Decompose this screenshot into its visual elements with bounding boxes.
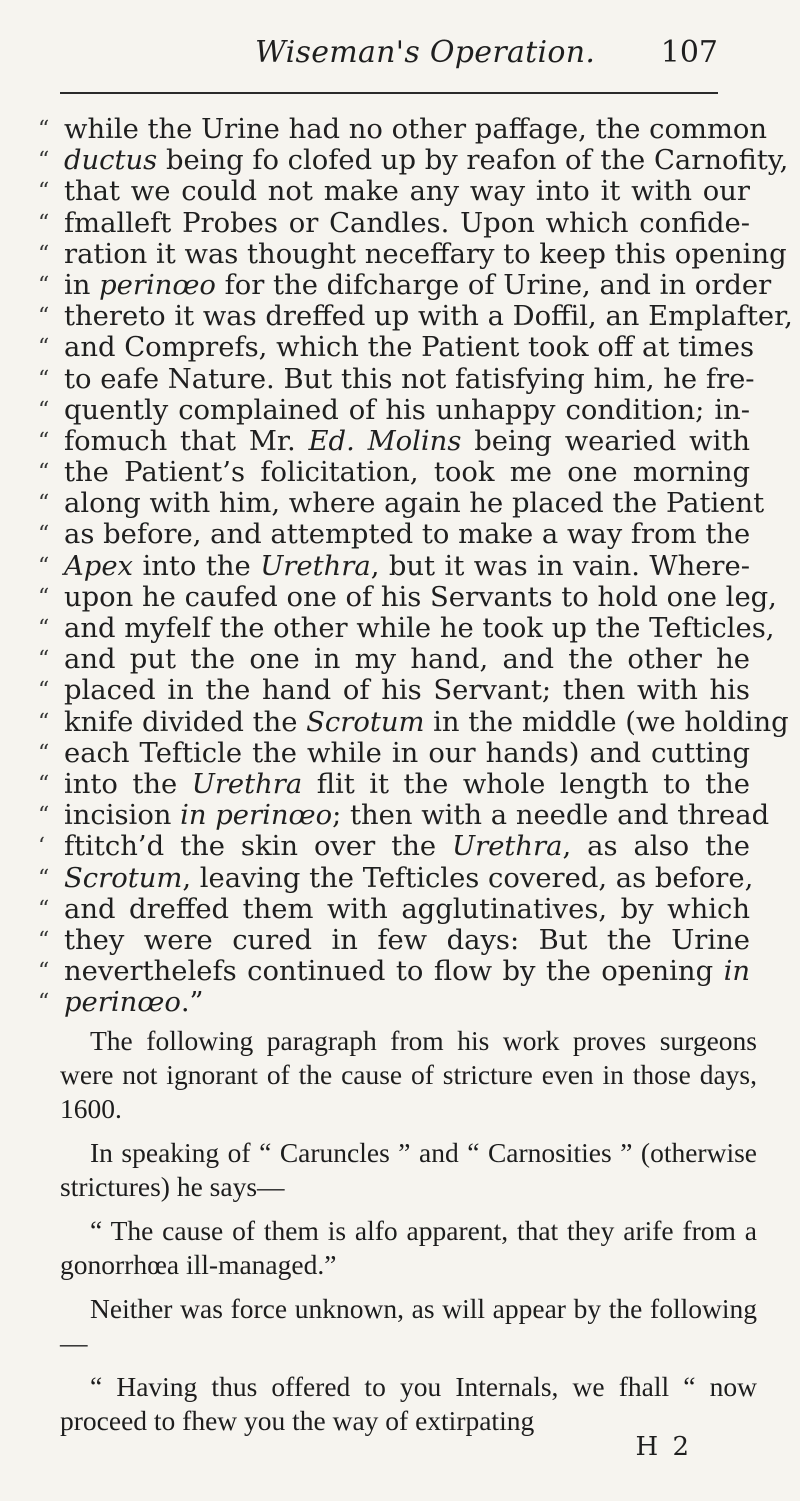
quote-line [38, 956, 750, 987]
quote-line [38, 613, 775, 644]
quote-line-text: fomuch that Mr. Ed. Molins being wearied with [64, 425, 750, 457]
quote-mark: “ [38, 304, 50, 330]
quote-line-text: quently complained of his unhappy condition; in- [64, 394, 750, 426]
quote-line [38, 269, 772, 301]
quote-line-text: perinœo.” [64, 987, 204, 1019]
quote-mark: “ [38, 148, 50, 174]
paragraph: In speaking of “ Caruncles ” and “ Carnosities ” (otherwise strictures) he says— [60, 1137, 757, 1202]
quoted-passage [38, 114, 793, 1019]
quote-mark: “ [38, 179, 50, 205]
quote-line [38, 238, 787, 270]
quote-line [38, 457, 750, 488]
quote-mark: “ [38, 896, 50, 922]
quote-line-text: while the Urine had no other paffage, the common [64, 114, 768, 145]
quote-line-text: placed in the hand of his Servant; then with his [64, 675, 750, 707]
quote-mark: “ [38, 460, 50, 486]
quote-line-text: each Tefticle the while in our hands) and cutting [64, 737, 750, 769]
quote-line [38, 675, 750, 706]
quote-mark: “ [38, 865, 50, 891]
quote-line-text: and put the one in my hand, and the other he [64, 644, 750, 676]
quote-line [38, 800, 770, 832]
quote-line [38, 831, 750, 862]
quote-line-text: and Comprefs, which the Patient took off at times [64, 332, 755, 364]
quote-line [38, 644, 750, 675]
quote-mark: “ [38, 491, 50, 517]
quote-line [38, 488, 765, 520]
page-header [60, 28, 730, 80]
paragraph: Neither was force unknown, as will appear by the following— [60, 1293, 757, 1358]
header-rule [60, 92, 718, 94]
quote-mark: “ [38, 678, 50, 704]
quote-line-text: as before, and attempted to make a way from the [64, 519, 751, 551]
quote-mark: “ [38, 990, 50, 1016]
quote-line-text: that we could not make any way into it with our [64, 176, 750, 208]
quote-line [38, 395, 750, 426]
quote-line [38, 114, 768, 145]
quote-line [38, 426, 750, 457]
quote-line [38, 363, 755, 395]
quote-line-text: upon he caufed one of his Servants to hold one leg, [64, 581, 777, 613]
quote-line-text: ductus being fo clofed up by reafon of the Carnofity, [64, 145, 789, 177]
quote-line-text: neverthelefs continued to flow by the opening in [64, 956, 750, 988]
quote-mark: “ [38, 771, 50, 797]
quote-line [38, 581, 777, 613]
quote-line-text: Apex into the Urethra, but it was in vain. Where- [64, 550, 750, 582]
quote-line-text: in perinœo for the difcharge of Urine, and in order [64, 269, 772, 301]
quote-line [38, 925, 750, 956]
quote-mark: “ [38, 366, 50, 392]
quote-line-text: incision in perinœo; then with a needle and thread [64, 800, 770, 832]
quote-line-text: the Patient’s folicitation, took me one morning [64, 457, 750, 489]
quote-line-text: and dreffed them with agglutinatives, by which [64, 893, 750, 925]
quote-line [38, 176, 750, 207]
quote-line-text: they were cured in few days: But the Urine [64, 924, 750, 956]
quote-mark: “ [38, 584, 50, 610]
quote-line [38, 145, 789, 177]
quote-mark: “ [38, 210, 50, 236]
quote-line-text: knife divided the Scrotum in the middle (we holding [64, 706, 789, 738]
quote-mark: “ [38, 959, 50, 985]
page-number: 107 [660, 35, 718, 70]
quote-line [38, 894, 750, 925]
quote-line [38, 551, 750, 582]
quote-mark: “ [38, 272, 50, 298]
quote-line-text: ration it was thought neceffary to keep this opening [64, 238, 787, 270]
quote-mark: “ [38, 397, 50, 423]
quoted-paragraph: “ The cause of them is alfo apparent, that they arife from a gonorrhœa ill-managed.” [60, 1215, 757, 1280]
quote-line [38, 738, 750, 769]
quote-line-text: thereto it was dreffed up with a Doffil, an Emplafter, [64, 301, 793, 333]
quote-mark: “ [38, 522, 50, 548]
signature-mark: H 2 [635, 1432, 692, 1462]
quote-mark: “ [38, 428, 50, 454]
quote-line [38, 706, 789, 738]
quote-line [38, 332, 755, 364]
quote-mark: “ [38, 647, 50, 673]
quote-mark: “ [38, 927, 50, 953]
quoted-paragraph: “ Having thus offered to you Internals, we fhall “ now proceed to fhew you the way of extirpating [60, 1371, 757, 1436]
quote-mark: “ [38, 241, 50, 267]
quote-line [38, 519, 750, 550]
quote-line [38, 769, 750, 800]
quote-mark: “ [38, 616, 50, 641]
quote-line-text: fmalleft Probes or Candles. Upon which confide- [64, 207, 750, 239]
quote-line-text: to eafe Nature. But this not fatisfying him, he fre- [64, 363, 755, 395]
quote-line-text: Scrotum, leaving the Tefticles covered, as before, [64, 862, 754, 894]
quote-line [38, 987, 750, 1018]
quote-line [38, 862, 754, 894]
quote-line-text: ftitch’d the skin over the Urethra, as also the [64, 831, 750, 863]
body-text [60, 1024, 757, 1448]
paragraph: The following paragraph from his work proves surgeons were not ignorant of the cause of stricture even in those days, 1600. [60, 1025, 757, 1124]
quote-line [38, 301, 793, 333]
quote-mark: “ [38, 335, 50, 361]
quote-mark: “ [38, 117, 50, 142]
running-head: Wiseman's Operation. [255, 35, 596, 70]
quote-line-text: into the Urethra flit it the whole length to the [64, 768, 751, 800]
quote-line-text: along with him, where again he placed the Patient [64, 488, 765, 520]
quote-line [38, 208, 750, 239]
quote-mark: “ [38, 803, 50, 829]
quote-line-text: and myfelf the other while he took up the Tefticles, [64, 613, 775, 644]
quote-mark: “ [38, 740, 50, 766]
quote-mark: “ [38, 709, 50, 735]
quote-mark: “ [38, 553, 50, 579]
quote-mark: ‘ [38, 834, 45, 860]
